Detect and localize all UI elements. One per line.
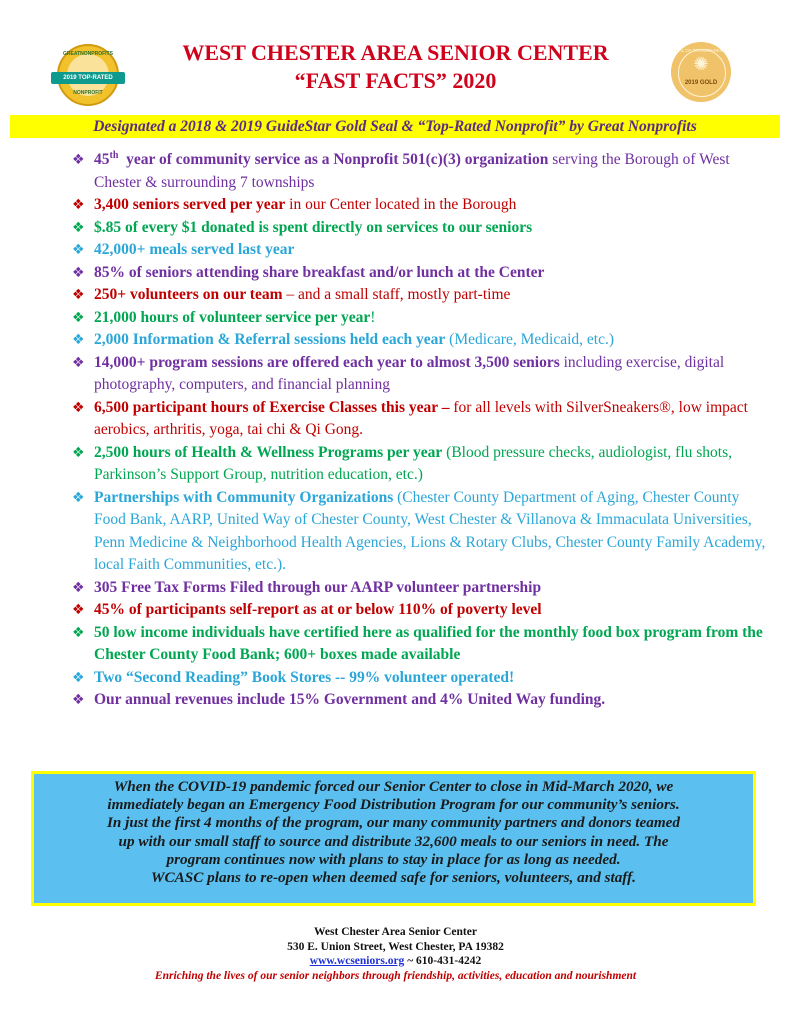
diamond-bullet-icon: ❖ [72, 489, 85, 506]
fact-item [72, 262, 767, 285]
badge-top-text: GREATNONPROFITS [63, 51, 113, 57]
fact-item [72, 239, 767, 262]
fact-bold-text: 50 low income individuals have certified here as qualified for the monthly food box program from the Chester County Food Bank; 600+ boxes made available [94, 623, 763, 663]
diamond-bullet-icon: ❖ [72, 219, 85, 236]
fact-item [72, 397, 767, 442]
badge-bottom-text: NONPROFIT [73, 90, 103, 96]
fact-item [72, 599, 767, 622]
footer-tagline: Enriching the lives of our senior neighbors through friendship, activities, education and nourishment [154, 969, 637, 982]
covid-line-6: WCASC plans to re-open when deemed safe for seniors, volunteers, and staff. [151, 869, 636, 887]
covid-notice-box [31, 771, 756, 906]
fact-bold-text: Our annual revenues include 15% Government and 4% United Way funding. [94, 691, 606, 708]
fact-detail-text: (Chester County Department of Aging, Chester County Food Bank, AARP, United Way of Chester County, West Chester & Villanova & Immaculata Universities, Penn Medicine & Neighborhood Health Agencies, Lions & Rotary Clubs, Chester County Family Academy, local Faith Communities, etc.). [94, 488, 766, 573]
fact-bold-text: 2,500 hours of Health & Wellness Programs per year [94, 443, 443, 461]
fact-detail-text: for all levels with SilverSneakers®, low impact aerobics, arthritis, yoga, tai chi & Qi Gong. [94, 398, 748, 438]
seal-arc-text: SEAL OF TRANSPARENCY [672, 48, 730, 53]
fact-bold-text: Two “Second Reading” Book Stores -- 99% volunteer operated! [94, 668, 515, 686]
diamond-bullet-icon: ❖ [72, 264, 85, 281]
fact-item [72, 217, 767, 240]
footer [0, 925, 791, 983]
fact-item [72, 194, 767, 217]
fact-bold-text-2: year of community service as a Nonprofit 501(c)(3) organization [118, 151, 549, 168]
page-subtitle: “FAST FACTS” 2020 [294, 68, 497, 93]
fact-bold-text: $.85 of every $1 donated is spent directly on services to our seniors [94, 218, 533, 236]
fact-item [72, 487, 767, 577]
fact-detail-text: serving the Borough of West Chester & surrounding 7 townships [94, 151, 730, 191]
page-title: WEST CHESTER AREA SENIOR CENTER [182, 40, 609, 65]
great-nonprofits-badge-icon [57, 44, 119, 106]
fact-detail-text: – and a small staff, mostly part-time [282, 286, 511, 303]
fact-bold-text: 3,400 seniors served per year [94, 196, 286, 213]
fact-detail-text: (Blood pressure checks, audiologist, flu shots, Parkinson’s Support Group, nutrition education, etc.) [94, 443, 733, 483]
fact-bold-text: 42,000+ meals served last year [94, 241, 295, 258]
fact-bold-text: 45% of participants self-report as at or below 110% of poverty level [94, 601, 542, 618]
diamond-bullet-icon: ❖ [72, 309, 85, 326]
diamond-bullet-icon: ❖ [72, 444, 85, 461]
fact-superscript: th [109, 149, 119, 161]
fact-bold-text: 85% of seniors attending share breakfast and/or lunch at the Center [94, 263, 545, 281]
fact-detail-text: including exercise, digital photography, computers, and financial planning [94, 353, 725, 393]
covid-line-2: immediately began an Emergency Food Distribution Program for our community’s seniors. [107, 796, 680, 814]
fact-item [72, 284, 767, 307]
fact-bold-text: 45 [94, 151, 110, 168]
diamond-bullet-icon: ❖ [72, 197, 85, 213]
fact-item [72, 352, 767, 397]
diamond-bullet-icon: ❖ [72, 242, 85, 258]
covid-line-1: When the COVID-19 pandemic forced our Senior Center to close in Mid-March 2020, we [113, 778, 674, 795]
footer-separator: ~ [404, 955, 417, 967]
fact-bold-text: 21,000 hours of volunteer service per year [94, 308, 371, 326]
fact-item [72, 667, 767, 690]
diamond-bullet-icon: ❖ [72, 287, 85, 303]
guidestar-gold-seal-icon [671, 42, 731, 102]
fact-bold-text: 250+ volunteers on our team [94, 286, 283, 303]
footer-contact [0, 954, 791, 969]
fact-item [72, 622, 767, 667]
fact-detail-text: in our Center located in the Borough [285, 196, 517, 213]
footer-org-name: West Chester Area Senior Center [314, 926, 477, 938]
fact-item [72, 689, 767, 712]
diamond-bullet-icon: ❖ [72, 399, 85, 416]
fact-item [72, 329, 767, 352]
fact-bold-text: 305 Free Tax Forms Filed through our AARP volunteer partnership [94, 578, 542, 596]
diamond-bullet-icon: ❖ [72, 354, 85, 371]
covid-line-4: up with our small staff to source and distribute 32,600 meals to our seniors in need. The [118, 832, 669, 850]
fact-bold-text: 2,000 Information & Referral sessions held each year [94, 331, 446, 348]
covid-line-3: In just the first 4 months of the program, our many community partners and donors teamed [106, 814, 680, 832]
footer-address: 530 E. Union Street, West Chester, PA 19382 [287, 940, 504, 953]
diamond-bullet-icon: ❖ [72, 692, 85, 708]
fact-bold-text: Partnerships with Community Organizations [94, 488, 394, 506]
badge-ribbon-text: 2019 TOP-RATED [51, 72, 125, 84]
diamond-bullet-icon: ❖ [72, 669, 85, 686]
seal-star-icon: ✺ [693, 54, 709, 74]
fact-detail-text: (Medicare, Medicaid, etc.) [445, 331, 614, 348]
diamond-bullet-icon: ❖ [72, 602, 85, 618]
fact-item [72, 577, 767, 600]
footer-phone: 610-431-4242 [416, 955, 482, 967]
seal-year-text: 2019 GOLD [684, 80, 718, 86]
diamond-bullet-icon: ❖ [72, 152, 85, 168]
fact-item [72, 442, 767, 487]
covid-line-5: program continues now with plans to stay in place for as long as needed. [166, 850, 621, 868]
fast-facts-list [72, 149, 767, 712]
diamond-bullet-icon: ❖ [72, 579, 85, 596]
fact-bold-text: 14,000+ program sessions are offered each year to almost 3,500 seniors [94, 353, 560, 371]
fact-item [72, 307, 767, 330]
fact-item [72, 149, 767, 194]
diamond-bullet-icon: ❖ [72, 332, 85, 348]
designation-banner: Designated a 2018 & 2019 GuideStar Gold Seal & “Top-Rated Nonprofit” by Great Nonprofits [10, 115, 780, 138]
diamond-bullet-icon: ❖ [72, 624, 85, 641]
fact-detail-text: ! [370, 308, 376, 326]
fact-bold-text: 6,500 participant hours of Exercise Classes this year – [94, 398, 450, 416]
website-link[interactable]: www.wcseniors.org [309, 955, 405, 967]
